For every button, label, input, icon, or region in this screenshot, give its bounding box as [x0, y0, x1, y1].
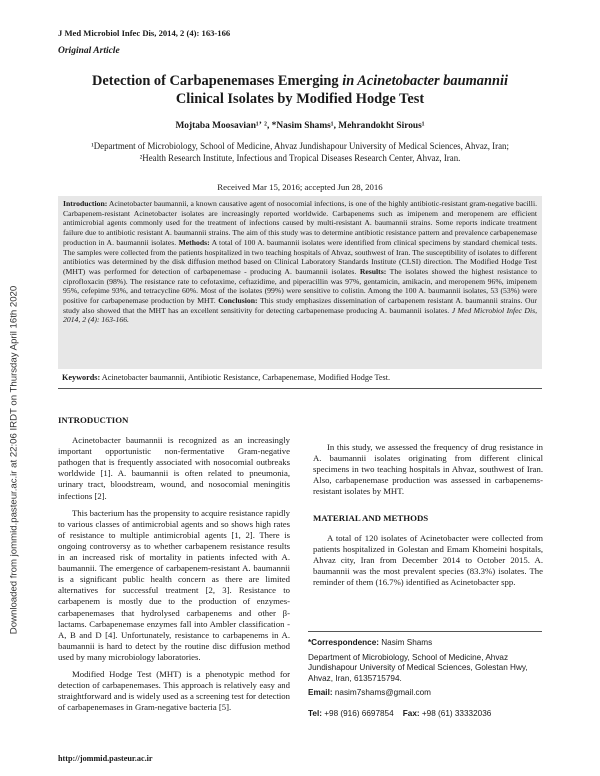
abstract-citation: J Med Microbiol Infec Dis, 2014, 2 (4): 163-166. [63, 305, 537, 325]
article-type: Original Article [58, 46, 120, 56]
introduction-paragraph-4: In this study, we assessed the frequency of drug resistance in A. baumannii isolates originating from different clinical specimens in two teaching hospitals in Ahvaz, southwest of Iran. Also, carbapenemase production was assessed in carbapenems- resistant isolates by MHT. [313, 442, 543, 497]
correspondence-address: Department of Microbiology, School of Medicine, Ahvaz Jundishapour University of Medical Sciences, Golestan Hwy, Ahvaz, Iran, 6135715794. [308, 652, 528, 683]
correspondence-name: Nasim Shams [378, 638, 433, 647]
abstract-conclusion-text: This study emphasizes dissemination of carbapenem resistant A. baumannii strains. Our study also showed that the MHT has an excellent sensitivity for detecting carbapenemase producing A. baumannii isolates. [63, 296, 537, 315]
email-address[interactable]: nasim7shams@gmail.com [332, 688, 431, 698]
affiliation-1: ¹Department of Microbiology, School of Medicine, Ahvaz Jundishapour University of Medical Sciences, Ahvaz, Iran; [91, 141, 509, 151]
correspondence-phone-line [308, 709, 542, 720]
received-dates: Received Mar 15, 2016; accepted Jun 28, 2016 [217, 182, 383, 192]
affiliation-2: ²Health Research Institute, Infectious and Tropical Diseases Research Center, Ahvaz, Iran. [139, 152, 461, 163]
methods-heading: MATERIAL AND METHODS [313, 513, 429, 524]
correspondence-label: *Correspondence: [308, 638, 379, 647]
correspondence-box [308, 631, 542, 724]
tel-number: +98 (916) 6697854 [321, 708, 394, 718]
left-column [58, 415, 290, 719]
keywords-label: Keywords: [62, 373, 101, 382]
abstract-methods-text: A total of 100 A. baumannii isolates were identified from clinical specimens by standard chemical tests. The samples were collected from the patients hospitalized in two teaching hospitals of Ahvaz, southwest of Iran. The susceptibility of isolates to different antibiotics was determined by the disk diffusion method based on Clinical Laboratory Standards Institute (CLSI) direction. The Modified Hodge Test (MHT) was performed for detection of carbapenemase - producing A. baumannii isolates. [63, 237, 538, 276]
methods-paragraph-1: A total of 120 isolates of Acinetobacter were collected from patients hospitalized in Golestan and Emam Khomeini hospitals, Ahvaz city, Iran from December 2014 to October 2015. A. baumannii was the most prevalent species (83.3%) isolates. The reminder of them (16.7%) identified as Acinetobacter spp. [313, 532, 543, 587]
abstract-results-label: Results: [359, 266, 387, 276]
abstract-intro-label: Introduction: [63, 199, 108, 208]
keywords-text: Acinetobacter baumannii, Antibiotic Resistance, Carbapenemase, Modified Hodge Test. [100, 373, 391, 382]
download-watermark [2, 150, 26, 770]
abstract-results-text: The isolates showed the highest resistance to ciprofloxacin (98%). The resistance rate to cefotaxime, ceftazidime, and piperacillin was 97%, gentamicin, amikacin, and meropenem 96%, imipenem 95%, cefepime 93%, and tetracycline 60%. Most of the isolates (99%) were sensitive to colistin. Among the 100 A. baumannii isolates, 53 (53%) were positive for carbapenemase production by MHT. [63, 266, 537, 306]
author-list: Mojtaba Moosavian¹ʼ ², *Nasim Shams¹, Mehrandokht Sirous¹ [175, 121, 425, 131]
introduction-paragraph-1: Acinetobacter baumannii is recognized as an increasingly important opportunistic non-fermentative Gram-negative pathogen that is frequently associated with nosocomial outbreaks worldwide [1]. A. baumannii is often related to pneumonia, urinary tract, bloodstream, wound, and nosocomial meningitis infections [2]. [58, 435, 290, 501]
abstract-box [58, 196, 542, 369]
introduction-paragraph-3: Modified Hodge Test (MHT) is a phenotypic method for detection of carbapenemases. This approach is relatively easy and straightforward and is widely used as a screening test for detection of carbapenemases in Gram-negative bacteria [5]. [58, 668, 290, 713]
title-line-2: Clinical Isolates by Modified Hodge Test [175, 91, 425, 107]
correspondence-email-line [308, 688, 542, 699]
download-watermark-text: Downloaded from jommid.pasteur.ac.ir at 22:06 IRDT on Thursday April 16th 2020 [8, 285, 20, 635]
introduction-paragraph-2: This bacterium has the propensity to acquire resistance rapidly to various classes of antimicrobial agents and so shows high rates of resistance to multiple antimicrobial agents [1, 2]. There is ongoing controversy as to whether carbapenem resistance results in an increased risk of mortality in patients infected with A. baumannii. The emergence of carbapenem-resistant A. baumannii is a significant public health concern as there are limited alternatives for successful treatment [2, 3]. Resistance to carbapenem is mostly due to the production of enzymes- carbapenemases that hydrolysed carbapenems and other β-lactams. Carbapenemase enzymes fall into Ambler classification -A, B and D [4]. Unfortunately, resistance to carbapenems in A. baumannii is hard to detect by the routine disc diffusion method used by many microbiology laboratories. [58, 507, 290, 662]
section-divider [58, 388, 542, 389]
abstract-methods-label: Methods: [178, 237, 210, 247]
introduction-heading: INTRODUCTION [58, 415, 129, 425]
page-title [58, 72, 542, 108]
right-column [313, 415, 543, 594]
abstract-intro-text: Acinetobacter baumannii, a known causative agent of nosocomial infections, is one of the highly antibiotic-resistant gram-negative bacilli. Carbapenem-resistant Acinetobacter isolates are increasingly reported worldwide. Carbapenems such as imipenem and meropenem are efficient antimicrobial agents commonly used for the treatment of infections caused by multi-resistant A. baumannii strains. Some reports indicate treatment failure due to antibiotic resistant A. baumannii strains. The aim of this study was to determine antibiotic resistance pattern and prevalence carbapenemase production in A. baumannii isolates. [63, 199, 537, 247]
title-part-plain: Detection of Carbapenemases Emerging [92, 73, 343, 89]
fax-number: +98 (61) 33332036 [419, 708, 492, 718]
footer-url[interactable]: http://jommid.pasteur.ac.ir [58, 754, 153, 763]
fax-label: Fax: [402, 708, 420, 718]
journal-citation: J Med Microbiol Infec Dis, 2014, 2 (4): 163-166 [58, 28, 231, 38]
title-part-italic: in Acinetobacter baumannii [342, 73, 508, 89]
keywords [62, 373, 536, 382]
abstract-conclusion-label: Conclusion: [218, 296, 258, 306]
email-label: Email: [308, 688, 333, 698]
correspondence-name-line [308, 638, 542, 649]
tel-label: Tel: [308, 708, 322, 718]
affiliations [58, 141, 542, 164]
